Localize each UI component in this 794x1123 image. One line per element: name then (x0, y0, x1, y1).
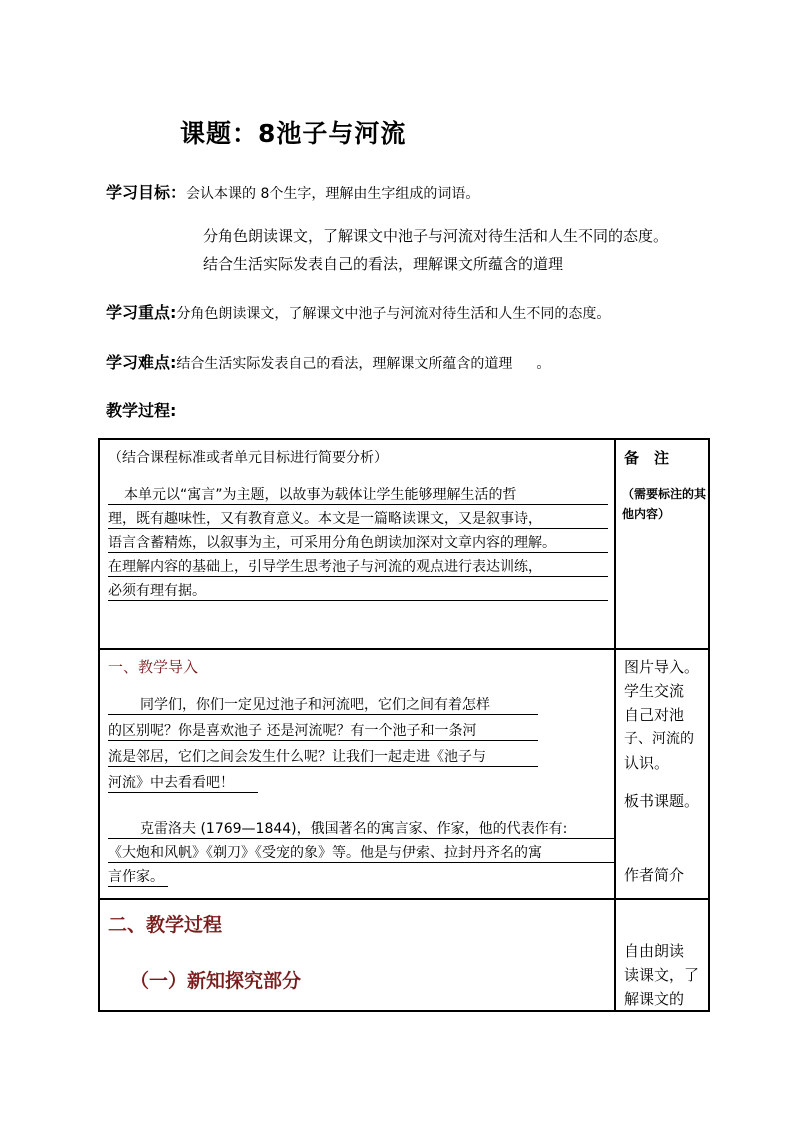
table-row-analysis (99, 439, 709, 649)
underline-rule (108, 838, 614, 839)
underline-rule (108, 862, 614, 863)
underline-rule (108, 504, 608, 505)
underline-rule (108, 714, 538, 715)
analysis-line-4: 在理解内容的基础上，引导学生思考池子与河流的观点进行表达训练， (108, 559, 542, 575)
author-line-2: 《大炮和风帆》《剃刀》《受宠的象》等。他是与伊索、拉封丹齐名的寓 (108, 845, 542, 861)
intro-line-3: 流是邻居，它们之间会发生什么呢？让我们一起走进《池子与 (108, 749, 486, 765)
analysis-heading: （结合课程标准或者单元目标进行简要分析） (108, 450, 388, 466)
note-line: 认识。 (624, 754, 670, 772)
underline-rule (108, 766, 538, 767)
note-line: 学生交流 (624, 682, 685, 700)
note-line: 解课文的 (624, 990, 685, 1008)
intro-line-1: 同学们，你们一定见过池子和河流吧，它们之间有着怎样 (140, 697, 490, 713)
analysis-line-3: 语言含蓄精炼，以叙事为主，可采用分角色朗读加深对文章内容的理解。 (108, 535, 556, 551)
process-heading: 二、教学过程 (108, 914, 223, 936)
analysis-line-2: 理，既有趣味性，又有教育意义。本文是一篇略读课文，又是叙事诗， (108, 511, 542, 527)
intro-notes-cell (615, 649, 709, 899)
intro-heading: 一、教学导入 (108, 658, 199, 676)
difficulties-end-mark: 。 (536, 356, 551, 372)
underline-rule (108, 740, 538, 741)
table-row-process (99, 899, 709, 1011)
page-title: 课题：8池子与河流 (180, 119, 407, 148)
note-line: 子、河流的 (624, 731, 694, 747)
notes-subtitle: （需要标注的其他内容） (622, 487, 707, 521)
note-line: 图片导入。 (624, 658, 700, 676)
underline-rule (108, 576, 608, 577)
difficulties-row (106, 350, 550, 373)
key-points-label: 学习重点: (106, 303, 177, 322)
note-line: 读课文，了 (624, 966, 700, 984)
analysis-line-5: 必须有理有据。 (108, 583, 206, 599)
underline-rule (108, 528, 608, 529)
process-cell (99, 899, 615, 1011)
intro-line-2: 的区别呢？你是喜欢池子 还是河流呢？有一个池子和一条河 (108, 723, 477, 739)
underline-rule (108, 792, 258, 793)
analysis-cell (99, 439, 615, 649)
intro-line-4: 河流》中去看看吧！ (108, 775, 234, 791)
notes-title: 备 注 (624, 449, 670, 467)
objectives-row (106, 180, 479, 203)
objective-2: 分角色朗读课文，了解课文中池子与河流对待生活和人生不同的态度。 (203, 227, 669, 245)
objective-1: 会认本课的 8个生字，理解由生字组成的词语。 (186, 186, 480, 202)
author-line-1: 克雷洛夫 (1769—1844)，俄国著名的寓言家、作家，他的代表作有: (140, 821, 568, 837)
underline-rule (108, 552, 608, 553)
objectives-label: 学习目标： (106, 183, 187, 202)
table-row-intro (99, 649, 709, 899)
difficulties-text: 结合生活实际发表自己的看法，理解课文所蕴含的道理 (176, 356, 513, 372)
note-line: 板书课题。 (624, 792, 700, 810)
notes-header-cell (615, 439, 709, 649)
underline-rule (108, 886, 168, 887)
process-subheading: （一）新知探究部分 (130, 970, 302, 992)
process-notes-cell (615, 899, 709, 1011)
note-line: 自由朗读 (624, 942, 685, 960)
teaching-plan-table (98, 438, 710, 1012)
difficulties-label: 学习难点: (106, 353, 177, 372)
key-points-row (106, 300, 610, 323)
objective-3: 结合生活实际发表自己的看法，理解课文所蕴含的道理 (203, 255, 564, 273)
note-line: 自己对池 (624, 706, 685, 724)
underline-rule (108, 600, 608, 601)
process-label: 教学过程: (106, 401, 177, 420)
key-points-text: 分角色朗读课文，了解课文中池子与河流对待生活和人生不同的态度。 (176, 306, 611, 322)
author-line-3: 言作家。 (108, 869, 164, 885)
note-line: 作者简介 (624, 866, 685, 884)
intro-cell (99, 649, 615, 899)
analysis-line-1: 本单元以“寓言”为主题，以故事为载体让学生能够理解生活的哲 (124, 487, 517, 503)
